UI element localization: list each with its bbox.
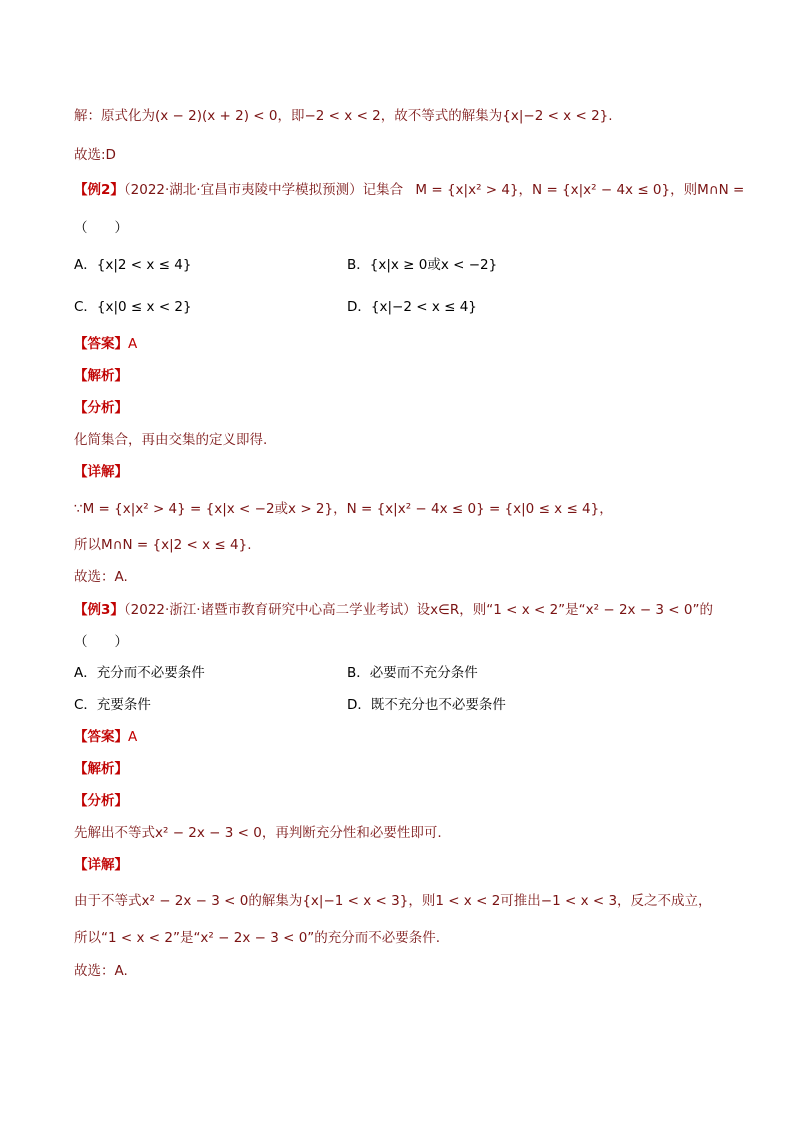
ex2-option-a: A．{x|2 < x ≤ 4} [74,257,192,273]
ex3-detail-tag: 【详解】 [74,857,128,873]
ex3-fenxi-text: 先解出不等式x² − 2x − 3 < 0，再判断充分性和必要性即可. [74,825,442,841]
ex2-detail-line1: ∵M = {x|x² > 4} = {x|x < −2或x > 2}，N = {x|x² − 4x ≤ 0} = {x|0 ≤ x ≤ 4}， [74,501,613,517]
ex3-answer [74,727,137,747]
ex3-analysis-tag: 【解析】 [74,761,128,777]
ex3-answer-tag: 【答案】 [74,729,128,745]
ex2-detail-tag: 【详解】 [74,464,128,480]
ex3-answer-value: A [128,729,138,745]
ex3-detail-line2: 所以“1 < x < 2”是“x² − 2x − 3 < 0”的充分而不必要条件. [74,930,441,946]
ex2-source: （2022·湖北·宜昌市夷陵中学模拟预测）记集合 [123,182,404,198]
ex3-source: （2022·浙江·诸暨市教育研究中心高二学业考试）设x∈R，则“1 < x < 2”是“x² − 2x − 3 < 0”的 [123,602,713,618]
ex2-option-b: B．{x|x ≥ 0或x < −2} [347,257,498,273]
ex2-choose: 故选：A. [74,569,128,585]
ex3-stem [74,600,713,620]
ex2-answer [74,334,137,354]
ex3-choose: 故选：A. [74,963,128,979]
ex2-answer-tag: 【答案】 [74,336,128,352]
ex2-sets: M = {x|x² > 4}，N = {x|x² − 4x ≤ 0}，则M∩N = [415,182,745,198]
ex3-option-b: B．必要而不充分条件 [347,665,478,681]
ex3-option-a: A．充分而不必要条件 [74,665,205,681]
ex2-fenxi-tag: 【分析】 [74,400,128,416]
ex1-solution: 解：原式化为(x − 2)(x + 2) < 0，即−2 < x < 2，故不等式的解集为{x|−2 < x < 2}. [74,108,613,124]
ex2-detail-line2: 所以M∩N = {x|2 < x ≤ 4}. [74,537,252,553]
ex3-fenxi-tag: 【分析】 [74,793,128,809]
ex3-option-c: C．充要条件 [74,697,151,713]
ex3-option-d: D．既不充分也不必要条件 [347,697,506,713]
ex3-paren: （ ） [74,634,128,650]
ex2-answer-value: A [128,336,138,352]
ex1-answer: 故选:D [74,147,116,163]
ex2-analysis-tag: 【解析】 [74,368,128,384]
ex3-detail-line1: 由于不等式x² − 2x − 3 < 0的解集为{x|−1 < x < 3}，则1 < x < 2可推出−1 < x < 3，反之不成立， [74,893,712,909]
ex2-stem [74,180,744,200]
ex2-label: 【例2】 [74,182,124,198]
ex2-fenxi-text: 化简集合，再由交集的定义即得. [74,432,268,448]
ex2-paren: （ ） [74,220,128,236]
ex2-option-d: D．{x|−2 < x ≤ 4} [347,299,477,315]
ex3-label: 【例3】 [74,602,124,618]
ex2-option-c: C．{x|0 ≤ x < 2} [74,299,192,315]
